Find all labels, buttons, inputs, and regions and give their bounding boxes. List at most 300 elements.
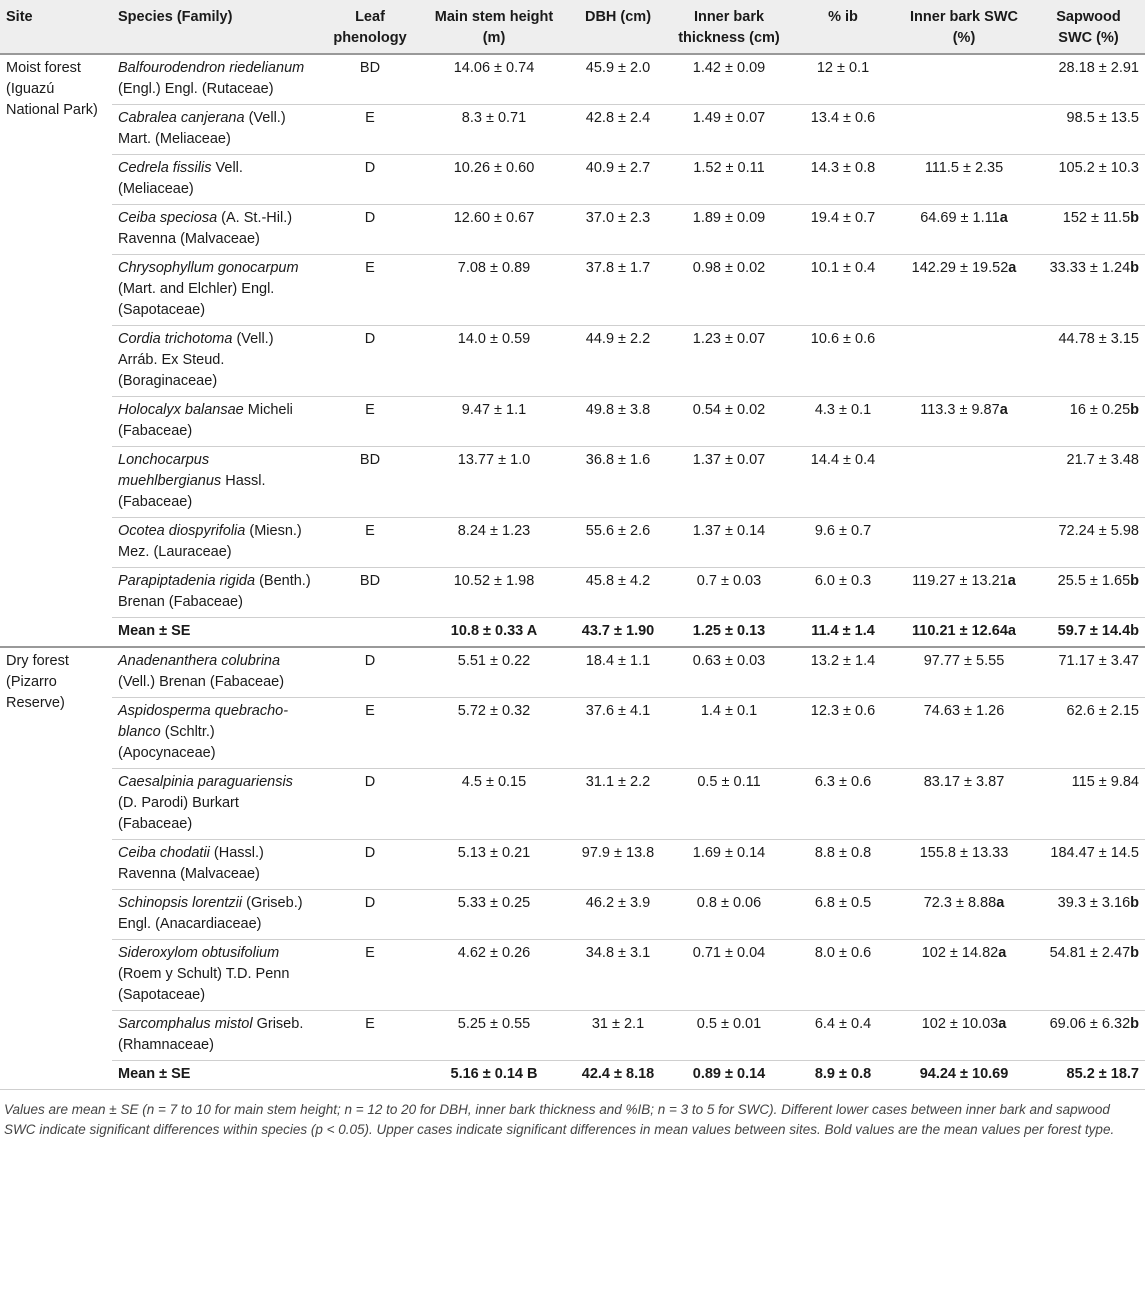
sapwood-cell-value: 39.3 ± 3.16: [1057, 895, 1131, 911]
height-cell: [420, 326, 568, 397]
column-header: Main stem height (m): [434, 9, 554, 46]
mean-dbh-cell: [568, 618, 668, 648]
mean-dbh-cell-value: 42.4 ± 8.18: [581, 1066, 655, 1082]
thickness-cell: [668, 1011, 790, 1061]
sapwood-cell-value: 71.17 ± 3.47: [1058, 653, 1139, 669]
height-cell: [420, 155, 568, 205]
dbh-cell-value: 40.9 ± 2.7: [585, 160, 651, 176]
ibswc-cell-value: 72.3 ± 8.88: [923, 895, 997, 911]
sapwood-cell-value: 105.2 ± 10.3: [1058, 160, 1139, 176]
height-cell: [420, 205, 568, 255]
ibswc-cell: [896, 940, 1032, 1011]
table-row: [0, 105, 1145, 155]
species-name: Sideroxylom obtusifolium: [118, 945, 280, 961]
table-row: [0, 647, 1145, 698]
height-cell: [420, 890, 568, 940]
species-cell: [112, 1011, 320, 1061]
height-cell: [420, 840, 568, 890]
significance-letter: b: [1130, 210, 1139, 226]
species-name: Balfourodendron riedelianum: [118, 60, 305, 76]
dbh-cell-value: 46.2 ± 3.9: [585, 895, 651, 911]
sapwood-cell: [1032, 940, 1145, 1011]
mean-ib-cell-value: 8.9 ± 0.8: [814, 1066, 872, 1082]
ib-cell-value: 14.3 ± 0.8: [810, 160, 876, 176]
sapwood-cell: [1032, 840, 1145, 890]
thickness-cell-value: 1.89 ± 0.09: [692, 210, 766, 226]
dbh-cell: [568, 568, 668, 618]
height-cell-value: 4.62 ± 0.26: [457, 945, 531, 961]
phenology-cell-value: E: [365, 1016, 375, 1032]
thickness-cell: [668, 518, 790, 568]
species-name: Anadenanthera colubrina: [118, 653, 281, 669]
species-authority-family: (Vell.) Brenan (Fabaceae): [118, 674, 285, 690]
phenology-cell: [320, 647, 420, 698]
species-authority-family: (Vell.) Arráb. Ex Steud. (Boraginaceae): [118, 331, 274, 389]
significance-letter: b: [1130, 402, 1139, 418]
species-name: Cordia trichotoma: [118, 331, 233, 347]
sapwood-cell: [1032, 647, 1145, 698]
ibswc-cell: [896, 155, 1032, 205]
phenology-cell-value: BD: [359, 573, 381, 589]
height-cell: [420, 518, 568, 568]
species-cell: [112, 568, 320, 618]
sapwood-cell: [1032, 769, 1145, 840]
thickness-cell-value: 0.5 ± 0.11: [697, 774, 761, 790]
ib-cell-value: 19.4 ± 0.7: [810, 210, 876, 226]
ibswc-cell-value: 111.5 ± 2.35: [924, 160, 1004, 176]
ib-cell: [790, 890, 896, 940]
species-name: Ceiba chodatii: [118, 845, 210, 861]
mean-ib-cell: [790, 1061, 896, 1090]
species-cell: [112, 155, 320, 205]
table-row: [0, 568, 1145, 618]
significance-letter: a: [998, 1016, 1007, 1032]
significance-letter: b: [1130, 1016, 1139, 1032]
phenology-cell: [320, 105, 420, 155]
thickness-cell: [668, 647, 790, 698]
ib-cell-value: 10.1 ± 0.4: [810, 260, 876, 276]
sapwood-cell-value: 25.5 ± 1.65: [1057, 573, 1131, 589]
species-cell: [112, 447, 320, 518]
sapwood-cell: [1032, 447, 1145, 518]
species-authority-family: (Griseb.) Engl. (Anacardiaceae): [118, 895, 303, 932]
species-cell: [112, 105, 320, 155]
ib-cell-value: 8.8 ± 0.8: [814, 845, 872, 861]
thickness-cell-value: 1.49 ± 0.07: [692, 110, 766, 126]
mean-ibswc-cell-value: 110.21 ± 12.64a: [912, 623, 1016, 639]
species-name: Sarcomphalus mistol: [118, 1016, 253, 1032]
ibswc-cell-value: 83.17 ± 3.87: [923, 774, 1005, 790]
mean-ib-cell: [790, 618, 896, 648]
ibswc-cell: [896, 1011, 1032, 1061]
sapwood-cell: [1032, 890, 1145, 940]
species-authority-family: Vell. (Meliaceae): [118, 160, 243, 197]
ibswc-cell: [896, 769, 1032, 840]
site-cell: Moist forest (Iguazú National Park): [6, 60, 98, 118]
species-authority-family: (Hassl.) Ravenna (Malvaceae): [118, 845, 264, 882]
thickness-cell-value: 0.8 ± 0.06: [696, 895, 762, 911]
ibswc-cell-value: 74.63 ± 1.26: [923, 703, 1005, 719]
phenology-cell: [320, 205, 420, 255]
ibswc-cell-value: 102 ± 14.82: [921, 945, 999, 961]
thickness-cell: [668, 205, 790, 255]
phenology-cell: [320, 397, 420, 447]
species-name: Cedrela fissilis: [118, 160, 212, 176]
ib-cell: [790, 568, 896, 618]
ibswc-cell: [896, 54, 1032, 105]
phenology-cell: [320, 518, 420, 568]
species-cell: [112, 326, 320, 397]
dbh-cell: [568, 205, 668, 255]
thickness-cell: [668, 155, 790, 205]
mean-sapwood-cell: [1032, 1061, 1145, 1090]
table-header: [0, 0, 1145, 54]
species-name: Chrysophyllum gonocarpum: [118, 260, 299, 276]
mean-height-cell: [420, 1061, 568, 1090]
mean-label-cell-value: Mean ± SE: [118, 1066, 191, 1082]
height-cell-value: 13.77 ± 1.0: [457, 452, 531, 468]
sapwood-cell-value: 62.6 ± 2.15: [1066, 703, 1139, 719]
dbh-cell-value: 37.0 ± 2.3: [585, 210, 651, 226]
thickness-cell-value: 0.7 ± 0.03: [696, 573, 762, 589]
species-name: Lonchocarpus muehlbergianus: [118, 452, 222, 489]
dbh-cell-value: 31.1 ± 2.2: [585, 774, 651, 790]
species-name: Schinopsis lorentzii: [118, 895, 243, 911]
sapwood-cell: [1032, 397, 1145, 447]
mean-thickness-cell: [668, 618, 790, 648]
phenology-cell: [320, 698, 420, 769]
dbh-cell-value: 42.8 ± 2.4: [585, 110, 651, 126]
species-name: Holocalyx balansae: [118, 402, 244, 418]
dbh-cell-value: 49.8 ± 3.8: [585, 402, 651, 418]
significance-letter: a: [1007, 573, 1016, 589]
sapwood-cell-value: 115 ± 9.84: [1071, 774, 1139, 790]
sapwood-cell-value: 98.5 ± 13.5: [1066, 110, 1139, 126]
dbh-cell-value: 18.4 ± 1.1: [585, 653, 651, 669]
thickness-cell: [668, 890, 790, 940]
height-cell-value: 14.0 ± 0.59: [457, 331, 531, 347]
height-cell: [420, 1011, 568, 1061]
species-name: Cabralea canjerana: [118, 110, 245, 126]
table-row: [0, 54, 1145, 105]
mean-label-cell-value: Mean ± SE: [118, 623, 191, 639]
species-authority-family: (Benth.) Brenan (Fabaceae): [118, 573, 311, 610]
table-row: [0, 940, 1145, 1011]
ib-cell: [790, 447, 896, 518]
dbh-cell: [568, 326, 668, 397]
thickness-cell-value: 1.37 ± 0.07: [692, 452, 766, 468]
ibswc-cell-value: 64.69 ± 1.11: [920, 210, 1000, 226]
ib-cell: [790, 105, 896, 155]
thickness-cell-value: 0.5 ± 0.01: [696, 1016, 762, 1032]
dbh-cell-value: 45.9 ± 2.0: [585, 60, 651, 76]
dbh-cell: [568, 769, 668, 840]
dbh-cell-value: 37.6 ± 4.1: [585, 703, 651, 719]
dbh-cell: [568, 840, 668, 890]
thickness-cell: [668, 54, 790, 105]
dbh-cell: [568, 698, 668, 769]
table-row: [0, 205, 1145, 255]
height-cell-value: 14.06 ± 0.74: [453, 60, 535, 76]
table-row: [0, 1011, 1145, 1061]
table-footnote: Values are mean ± SE (n = 7 to 10 for main stem height; n = 12 to 20 for DBH, inner bark thickness and %IB; n = 3 to 5 for SWC). Different lower cases between inner bark and sapwood SWC indicate significant differences within species (p < 0.05). Upper cases indicate significant differences in mean values between sites. Bold values are the mean values per forest type.: [0, 1089, 1145, 1140]
ib-cell-value: 6.0 ± 0.3: [814, 573, 872, 589]
ib-cell: [790, 326, 896, 397]
thickness-cell: [668, 698, 790, 769]
significance-letter: a: [999, 210, 1008, 226]
sapwood-cell: [1032, 105, 1145, 155]
phenology-cell: [320, 155, 420, 205]
mean-ibswc-cell-value: 94.24 ± 10.69: [919, 1066, 1009, 1082]
height-cell-value: 9.47 ± 1.1: [461, 402, 527, 418]
phenology-cell-value: E: [365, 260, 375, 276]
height-cell: [420, 255, 568, 326]
species-authority-family: (Schltr.) (Apocynaceae): [118, 724, 216, 761]
sapwood-cell-value: 28.18 ± 2.91: [1058, 60, 1139, 76]
ib-cell-value: 13.2 ± 1.4: [810, 653, 876, 669]
species-authority-family: (Miesn.) Mez. (Lauraceae): [118, 523, 302, 560]
species-cell: [112, 647, 320, 698]
mean-label-cell: [112, 1061, 320, 1090]
height-cell-value: 5.33 ± 0.25: [457, 895, 531, 911]
ibswc-cell: [896, 568, 1032, 618]
species-cell: [112, 840, 320, 890]
dbh-cell-value: 44.9 ± 2.2: [585, 331, 651, 347]
thickness-cell-value: 1.69 ± 0.14: [692, 845, 766, 861]
significance-letter: a: [998, 945, 1007, 961]
height-cell-value: 8.3 ± 0.71: [461, 110, 527, 126]
mean-height-cell-value: 10.8 ± 0.33 A: [450, 623, 538, 639]
ib-cell-value: 9.6 ± 0.7: [814, 523, 872, 539]
phenology-cell-value: BD: [359, 452, 381, 468]
sapwood-cell-value: 184.47 ± 14.5: [1050, 845, 1139, 861]
sapwood-cell: [1032, 205, 1145, 255]
dbh-cell: [568, 647, 668, 698]
column-header: Inner bark SWC (%): [910, 9, 1018, 46]
ibswc-cell: [896, 518, 1032, 568]
ib-cell: [790, 205, 896, 255]
phenology-cell: [320, 568, 420, 618]
table-row: [0, 447, 1145, 518]
height-cell-value: 5.25 ± 0.55: [457, 1016, 531, 1032]
height-cell-value: 7.08 ± 0.89: [457, 260, 531, 276]
table-row: [0, 769, 1145, 840]
height-cell: [420, 769, 568, 840]
mean-ibswc-cell: [896, 618, 1032, 648]
height-cell-value: 10.26 ± 0.60: [453, 160, 535, 176]
sapwood-cell-value: 152 ± 11.5: [1062, 210, 1131, 226]
species-cell: [112, 940, 320, 1011]
sapwood-cell-value: 54.81 ± 2.47: [1049, 945, 1131, 961]
phenology-cell-value: D: [364, 653, 376, 669]
sapwood-cell-value: 33.33 ± 1.24: [1049, 260, 1131, 276]
table-row: [0, 397, 1145, 447]
column-header: Species (Family): [118, 9, 233, 25]
phenology-cell-value: E: [365, 110, 375, 126]
column-header: Sapwood SWC (%): [1056, 9, 1121, 46]
sapwood-cell: [1032, 518, 1145, 568]
significance-letter: a: [996, 895, 1005, 911]
thickness-cell: [668, 769, 790, 840]
thickness-cell-value: 1.4 ± 0.1: [700, 703, 758, 719]
ibswc-cell: [896, 840, 1032, 890]
sapwood-cell: [1032, 255, 1145, 326]
header-row: [0, 0, 1145, 54]
ib-cell-value: 8.0 ± 0.6: [814, 945, 872, 961]
species-authority-family: (Mart. and Elchler) Engl. (Sapotaceae): [118, 281, 275, 318]
height-cell-value: 8.24 ± 1.23: [457, 523, 531, 539]
significance-letter: b: [1130, 895, 1139, 911]
table-body: [0, 54, 1145, 1089]
empty-cell: [320, 618, 420, 648]
mean-row: [0, 1061, 1145, 1090]
phenology-cell-value: D: [364, 774, 376, 790]
ib-cell: [790, 155, 896, 205]
thickness-cell: [668, 447, 790, 518]
thickness-cell: [668, 397, 790, 447]
phenology-cell-value: D: [364, 845, 376, 861]
sapwood-cell: [1032, 698, 1145, 769]
species-name: Aspidosperma quebracho-blanco: [118, 703, 289, 740]
ibswc-cell: [896, 105, 1032, 155]
mean-row: [0, 618, 1145, 648]
height-cell: [420, 647, 568, 698]
ib-cell: [790, 698, 896, 769]
table-row: [0, 518, 1145, 568]
dbh-cell: [568, 54, 668, 105]
phenology-cell: [320, 890, 420, 940]
height-cell-value: 5.72 ± 0.32: [457, 703, 531, 719]
height-cell-value: 10.52 ± 1.98: [453, 573, 535, 589]
species-authority-family: (A. St.-Hil.) Ravenna (Malvaceae): [118, 210, 293, 247]
dbh-cell-value: 97.9 ± 13.8: [581, 845, 655, 861]
height-cell-value: 4.5 ± 0.15: [461, 774, 527, 790]
sapwood-cell: [1032, 326, 1145, 397]
ibswc-cell: [896, 397, 1032, 447]
height-cell: [420, 698, 568, 769]
ib-cell-value: 14.4 ± 0.4: [810, 452, 876, 468]
dbh-cell: [568, 397, 668, 447]
height-cell: [420, 447, 568, 518]
dbh-cell: [568, 155, 668, 205]
dbh-cell-value: 36.8 ± 1.6: [585, 452, 651, 468]
phenology-cell: [320, 255, 420, 326]
ibswc-cell-value: 102 ± 10.03: [921, 1016, 999, 1032]
species-authority-family: (Roem y Schult) T.D. Penn (Sapotaceae): [118, 966, 290, 1003]
phenology-cell: [320, 940, 420, 1011]
table-row: [0, 698, 1145, 769]
significance-letter: b: [1130, 260, 1139, 276]
phenology-cell-value: D: [364, 210, 376, 226]
thickness-cell-value: 1.52 ± 0.11: [693, 160, 765, 176]
ib-cell-value: 12.3 ± 0.6: [810, 703, 876, 719]
dbh-cell-value: 34.8 ± 3.1: [585, 945, 651, 961]
ibswc-cell-value: 142.29 ± 19.52: [911, 260, 1009, 276]
species-authority-family: Micheli (Fabaceae): [118, 402, 293, 439]
height-cell: [420, 54, 568, 105]
ibswc-cell: [896, 205, 1032, 255]
phenology-cell: [320, 1011, 420, 1061]
column-header: Site: [6, 9, 33, 25]
dbh-cell-value: 55.6 ± 2.6: [585, 523, 651, 539]
species-cell: [112, 698, 320, 769]
table-row: [0, 840, 1145, 890]
dbh-cell: [568, 255, 668, 326]
species-cell: [112, 255, 320, 326]
height-cell-value: 5.13 ± 0.21: [457, 845, 531, 861]
ibswc-cell-value: 97.77 ± 5.55: [923, 653, 1005, 669]
ibswc-cell: [896, 890, 1032, 940]
ibswc-cell: [896, 698, 1032, 769]
table-row: [0, 255, 1145, 326]
column-header: DBH (cm): [584, 9, 652, 25]
phenology-cell: [320, 54, 420, 105]
sapwood-cell-value: 72.24 ± 5.98: [1058, 523, 1139, 539]
sapwood-cell: [1032, 155, 1145, 205]
phenology-cell-value: D: [364, 331, 376, 347]
column-header: % ib: [828, 9, 858, 25]
dbh-cell-value: 31 ± 2.1: [591, 1016, 645, 1032]
height-cell-value: 12.60 ± 0.67: [453, 210, 535, 226]
ib-cell-value: 6.8 ± 0.5: [814, 895, 872, 911]
ib-cell: [790, 1011, 896, 1061]
mean-dbh-cell-value: 43.7 ± 1.90: [581, 623, 655, 639]
phenology-cell-value: E: [365, 402, 375, 418]
species-authority-family: Griseb. (Rhamnaceae): [118, 1016, 304, 1053]
dbh-cell: [568, 518, 668, 568]
thickness-cell: [668, 255, 790, 326]
thickness-cell: [668, 940, 790, 1011]
species-name: Caesalpinia paraguariensis: [118, 774, 293, 790]
ib-cell-value: 4.3 ± 0.1: [814, 402, 872, 418]
ib-cell-value: 6.3 ± 0.6: [814, 774, 872, 790]
site-cell: Dry forest (Pizarro Reserve): [6, 653, 69, 711]
ib-cell: [790, 397, 896, 447]
sapwood-cell-value: 69.06 ± 6.32: [1049, 1016, 1131, 1032]
species-cell: [112, 397, 320, 447]
thickness-cell-value: 1.42 ± 0.09: [692, 60, 766, 76]
phenology-cell-value: D: [364, 895, 376, 911]
species-authority-family: (Engl.) Engl. (Rutaceae): [118, 81, 274, 97]
mean-sapwood-cell-value: 59.7 ± 14.4b: [1057, 623, 1139, 639]
species-authority-family: (Vell.) Mart. (Meliaceae): [118, 110, 286, 147]
height-cell-value: 5.51 ± 0.22: [457, 653, 531, 669]
phenology-cell-value: E: [365, 523, 375, 539]
column-header: Inner bark thickness (cm): [678, 9, 780, 46]
height-cell: [420, 397, 568, 447]
species-name: Ceiba speciosa: [118, 210, 218, 226]
thickness-cell-value: 1.37 ± 0.14: [692, 523, 766, 539]
ib-cell: [790, 54, 896, 105]
phenology-cell: [320, 447, 420, 518]
thickness-cell: [668, 840, 790, 890]
sapwood-cell: [1032, 1011, 1145, 1061]
mean-ibswc-cell: [896, 1061, 1032, 1090]
mean-sapwood-cell-value: 85.2 ± 18.7: [1066, 1066, 1139, 1082]
ibswc-cell: [896, 647, 1032, 698]
ib-cell: [790, 840, 896, 890]
height-cell: [420, 940, 568, 1011]
mean-thickness-cell: [668, 1061, 790, 1090]
phenology-cell-value: E: [365, 945, 375, 961]
ibswc-cell-value: 119.27 ± 13.21: [912, 573, 1008, 589]
thickness-cell-value: 1.23 ± 0.07: [692, 331, 766, 347]
table-row: [0, 155, 1145, 205]
ibswc-cell-value: 113.3 ± 9.87: [920, 402, 1000, 418]
mean-sapwood-cell: [1032, 618, 1145, 648]
mean-thickness-cell-value: 0.89 ± 0.14: [692, 1066, 766, 1082]
phenology-cell-value: D: [364, 160, 376, 176]
